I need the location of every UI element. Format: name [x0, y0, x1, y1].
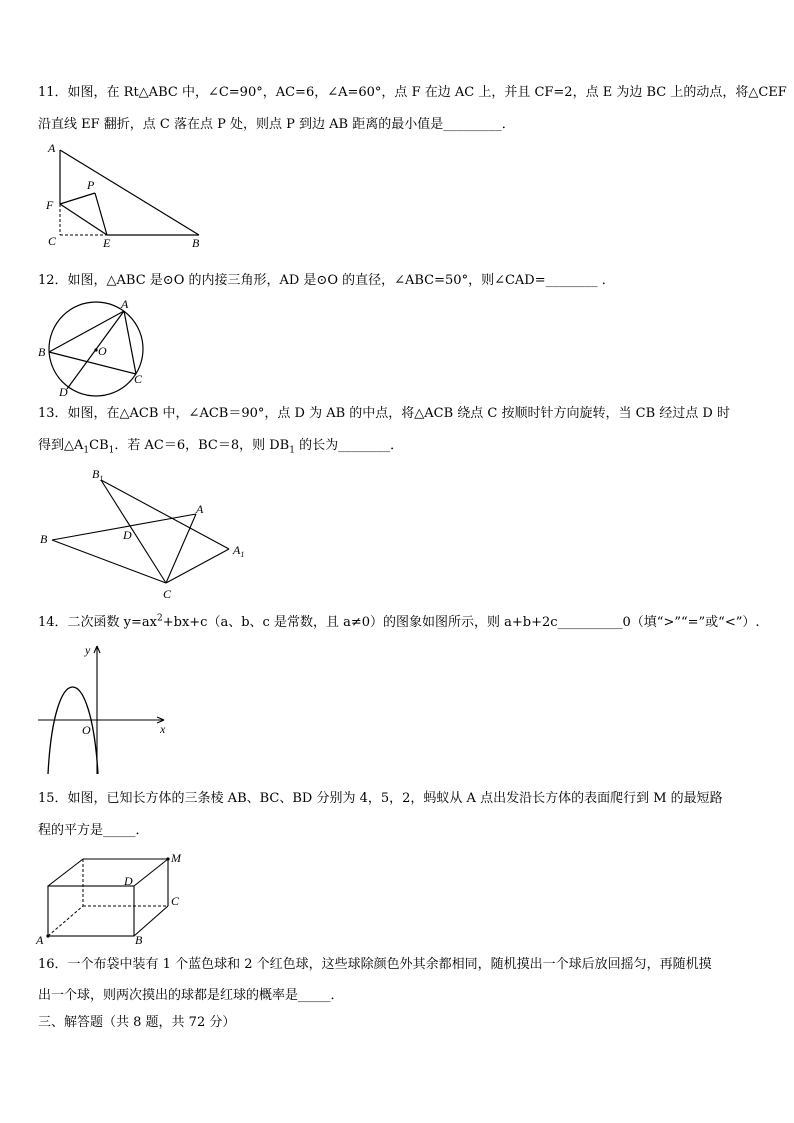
label-b: B [135, 933, 143, 947]
problem-11-figure [40, 138, 210, 253]
section-heading: 三、解答题（共 8 题，共 72 分） [38, 1015, 236, 1030]
subscript-1: 1 [108, 445, 115, 456]
label-d: D [59, 385, 68, 399]
label-b: B [40, 532, 48, 546]
problem-13-line-1: 13．如图，在△ACB 中，∠ACB＝90°，点 D 为 AB 的中点，将△ACB 绕点 C 按顺时针方向旋转，当 CB 经过点 D 时 [38, 406, 730, 421]
problem-14-text-a: 14．二次函数 y=ax [38, 615, 157, 630]
label-p: P [87, 178, 95, 192]
problem-16-line-2: 出一个球，则两次摸出的球都是红球的概率是_____． [38, 988, 344, 1003]
line-ac [166, 514, 196, 583]
problem-13-text-b: CB [89, 438, 109, 453]
label-c: C [48, 234, 57, 248]
problem-14-figure [36, 638, 176, 778]
subscript-1: 1 [83, 445, 90, 456]
label-a: A [121, 297, 129, 311]
label-b: B [192, 236, 200, 250]
problem-11-line-2: 沿直线 EF 翻折，点 C 落在点 P 处，则点 P 到边 AB 距离的最小值是_________． [38, 117, 515, 132]
label-d: D [124, 874, 133, 888]
problem-14-text-b: +bx+c（a、b、c 是常数，且 a≠0）的图象如图所示，则 a+b+2c__________0（填“>”“=”或“<”）. [162, 615, 760, 630]
label-a: A [196, 502, 204, 516]
superscript-2: 2 [157, 613, 163, 624]
label-e: E [103, 236, 111, 250]
label-m: M [171, 851, 181, 865]
problem-13-line-2 [38, 438, 403, 454]
point-a [46, 934, 49, 937]
problem-12-figure [36, 296, 156, 400]
line-ba [49, 311, 124, 352]
label-c: C [171, 894, 180, 908]
line-ab [60, 150, 199, 235]
edge-top-right [134, 859, 168, 886]
line-fp [60, 193, 95, 204]
line-b1a1 [101, 480, 229, 549]
hidden-edge-diagonal [48, 906, 83, 936]
subscript-1: 1 [289, 445, 295, 456]
label-a1: $A_1$ [233, 543, 245, 559]
label-c: C [134, 372, 143, 386]
problem-12-line-1: 12．如图，△ABC 是⊙O 的内接三角形，AD 是⊙O 的直径，∠ABC=50°，则∠CAD=________ ． [38, 273, 615, 288]
label-c: C [163, 587, 172, 601]
problem-13-text-d: 的长为________． [294, 438, 404, 453]
label-x: x [160, 722, 166, 736]
label-a: A [36, 933, 44, 947]
point-m [166, 857, 169, 860]
edge-top-left [48, 859, 83, 886]
problem-14-line-1 [38, 615, 759, 631]
problem-15-line-1: 15．如图，已知长方体的三条棱 AB、BC、BD 分别为 4，5，2，蚂蚁从 A 点出发沿长方体的表面爬行到 M 的最短路 [38, 791, 723, 806]
line-b1c [101, 480, 166, 583]
label-o: O [98, 344, 107, 358]
problem-13-text-a: 得到△A [38, 438, 84, 453]
problem-16-line-1: 16．一个布袋中装有 1 个蓝色球和 2 个红色球，这些球除颜色外其余都相同，随机摸出一个球后放回摇匀，再随机摸 [38, 957, 712, 972]
problem-13-figure [36, 466, 256, 601]
label-y: y [85, 643, 91, 657]
line-bc [52, 540, 166, 583]
problem-15-figure [34, 848, 194, 948]
problem-11-line-1: 11．如图，在 Rt△ABC 中，∠C=90°，AC=6，∠A=60°，点 F 在边 AC 上，并且 CF=2，点 E 为边 BC 上的动点，将△CEF [38, 85, 787, 100]
line-bc [49, 352, 136, 374]
label-f: F [46, 198, 54, 212]
line-ac [124, 311, 136, 374]
label-o: O [82, 723, 91, 737]
label-b: B [38, 345, 46, 359]
label-d: D [123, 528, 132, 542]
label-a: A [48, 141, 56, 155]
problem-13-text-c: ．若 AC＝6，BC＝8，则 DB [114, 438, 290, 453]
front-face [48, 886, 134, 936]
edge-bc [134, 906, 168, 936]
problem-15-line-2: 程的平方是_____． [38, 823, 149, 838]
line-a1c [166, 549, 229, 583]
label-b1: $B_1$ [92, 467, 104, 483]
